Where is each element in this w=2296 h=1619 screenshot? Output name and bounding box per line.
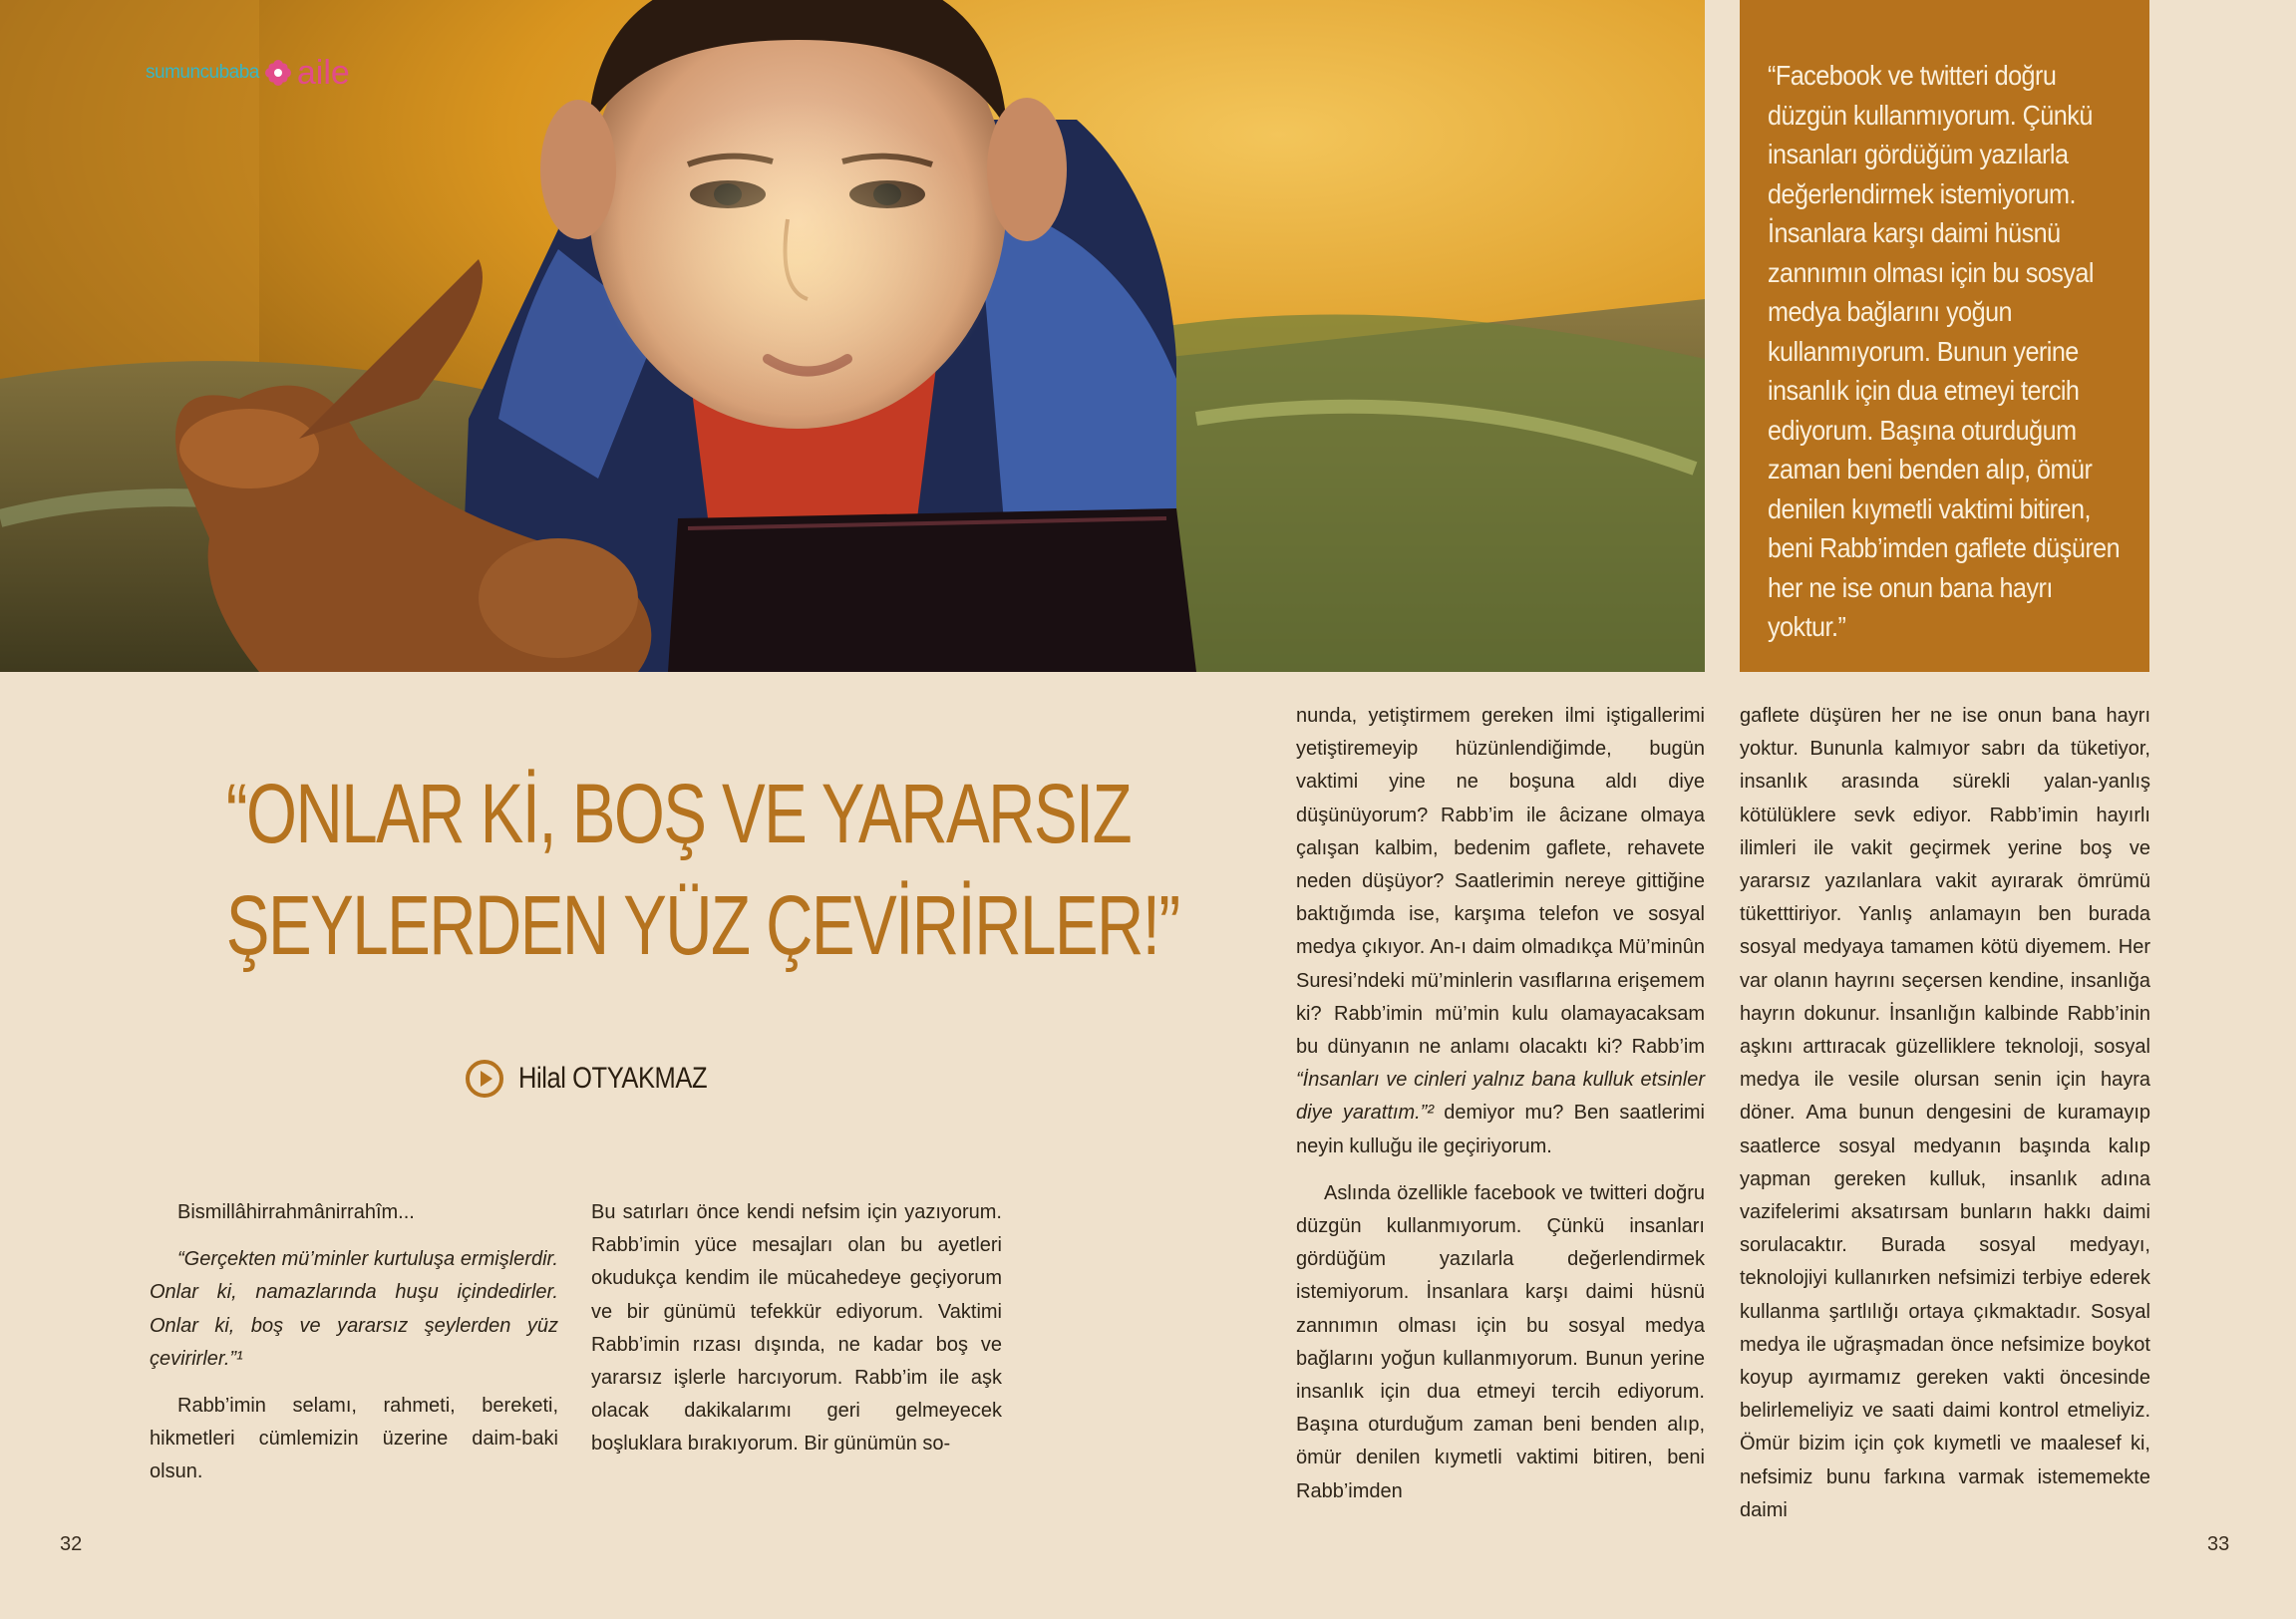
paragraph: Aslında özellikle facebook ve twitteri doğru düzgün kullanmıyorum. Çünkü insanları gördüğüm yazılarla değerlendirmek istemiyorum. İnsanlara karşı daimi hüsnü zannımın olması için bu sosyal medya bağlarını yoğun kullanmıyorum. Bunun yerine insanlık için dua etmeyi tercih ediyorum. Başına oturduğum zaman beni benden alıp, ömür denilen kıymetli vaktimi bitiren, beni Rabb’imden [1296, 1181, 1705, 1502]
page-number-left: 32 [60, 1533, 83, 1555]
body-column-4 [1740, 700, 2150, 1541]
quran-quote: “İnsanları ve cinleri yalnız bana kulluk etsinler diye yarattım.”² [1296, 1069, 1705, 1125]
body-column-2 [591, 1196, 1002, 1475]
paragraph [1296, 700, 1705, 1163]
paragraph: Bismillâhirrahmânirrahîm... [177, 1201, 415, 1223]
magazine-logo [146, 56, 350, 90]
flower-logo-icon [263, 58, 293, 88]
page-number-right: 33 [2207, 1533, 2230, 1555]
cover-photo [0, 0, 1705, 672]
paragraph: gaflete düşüren her ne ise onun bana hayrı yoktur. Bununla kalmıyor sabrı da tüketiyor, insanlık arasında sürekli yalan-yanlış kötülüklere sevk ediyor. Rabb’imin hayırlı ilimleri ile vakit geçirmek yerine boş ve yararsız yazılanlara vakit ayırarak ömrümü tüketttiriyor. Yanlış anlamayın ben burada sosyal medyaya tamamen kötü diyemem. Her var olanın hayrını seçersen kendine, insanlığa hayrın dokunur. İnsanlığın kalbinde Rabb’inin aşkını arttıracak güzelliklere teknoloji, sosyal medya ile vesile olursan senin için hayra döner. Ama bunun dengesini de kuramayıp saatlerce sosyal medyanın başında kalıp yapman gereken kulluk, insanlık adına vazifelerimi aksatırsam bunların hakkı daimi sorulacaktır. Burada sosyal medyayı, teknolojiyi kullanırken nefsimizi terbiye ederek kullanma şartlılığı ortaya çıkmaktadır. Sosyal medya ile uğraşmadan önce nefsimize boykot koyup ayırmamız gereken vakti öncesinde belirlemeliyiz ve saati daimi kontrol etmeliyiz. Ömür bizim için çok kıymetli ve maalesef ki, nefsimiz bunu farkına varmak istememekte daimi [1740, 705, 2150, 1521]
author-byline [465, 1059, 740, 1099]
logo-section-text: aile [296, 54, 350, 92]
author-name: Hilal OTYAKMAZ [518, 1062, 708, 1095]
paragraph-text: demiyor mu? Ben saatlerimi neyin kulluğu ile geçiriyorum. [1296, 1102, 1705, 1157]
paragraph: Rabb’imin selamı, rahmeti, bereketi, hikmetleri cümlemizin üzerine daim-baki olsun. [150, 1395, 558, 1483]
body-column-3 [1296, 700, 1705, 1522]
logo-brand-text: sumuncubaba [146, 62, 259, 83]
article-title-line-2: ŞEYLERDEN YÜZ ÇEVİRİRLER!” [225, 878, 1179, 972]
boy-with-tablet-illustration [0, 0, 1705, 672]
paragraph: Bu satırları önce kendi nefsim için yazıyorum. Rabb’imin yüce mesajları olan bu ayetleri okudukça kendim ile mücahedeye geçiyorum ve bir günümü tefekkür ediyorum. Vaktimi Rabb’imin rızası dışında, ne kadar boş ve yararsız işlerle harcıyorum. Rabb’im ile aşk olacak dakikalarımı geri gelmeyecek boşluklara bırakıyorum. Bir günümün so- [591, 1201, 1002, 1456]
pull-quote-text: “Facebook ve twitteri doğru düzgün kullanmıyorum. Çünkü insanları gördüğüm yazılarla değerlendirmek istemiyorum. İnsanlara karşı daimi hüsnü zannımın olması için bu sosyal medya bağlarını yoğun kullanmıyorum. Bunun yerine insanlık için dua etmeyi tercih ediyorum. Başına oturduğum zaman beni benden alıp, ömür denilen kıymetli vaktimi bitiren, beni Rabb’imden gaflete düşüren her ne ise onun bana hayrı yoktur.” [1768, 60, 2121, 642]
quran-quote: “Gerçekten mü’minler kurtuluşa ermişlerdir. Onlar ki, namazlarında huşu içindedirler. Onlar ki, boş ve yararsız şeylerden yüz çevirirler.”¹ [150, 1248, 558, 1370]
play-circle-icon [465, 1059, 504, 1099]
pull-quote-box [1740, 0, 2149, 672]
article-title [225, 758, 1179, 981]
paragraph-text: nunda, yetiştirmem gereken ilmi iştigallerimi yetiştiremeyip hüzünlendiğimde, bugün vaktimi yine ne boşuna aldı diye düşünüyorum? Rabb’im ile âcizane olmaya çalışan kalbim, bedenim gaflete, rehavete neden düşüyor? Saatlerimin nereye gittiğine baktığımda ise, karşıma telefon ve sosyal medya çıkıyor. An-ı daim olmadıkça Mü’minûn Suresi’ndeki mü’minlerin vasıflarına erişemem ki? Rabb’imin mü’min kulu olamayacaksam bu dünyanın ne anlamı olacaktı ki? Rabb’im [1296, 705, 1705, 1059]
article-title-line-1: “ONLAR Kİ, BOŞ VE YARARSIZ [225, 767, 1132, 860]
quote-paragraph [150, 1243, 558, 1376]
body-column-1 [150, 1196, 558, 1503]
